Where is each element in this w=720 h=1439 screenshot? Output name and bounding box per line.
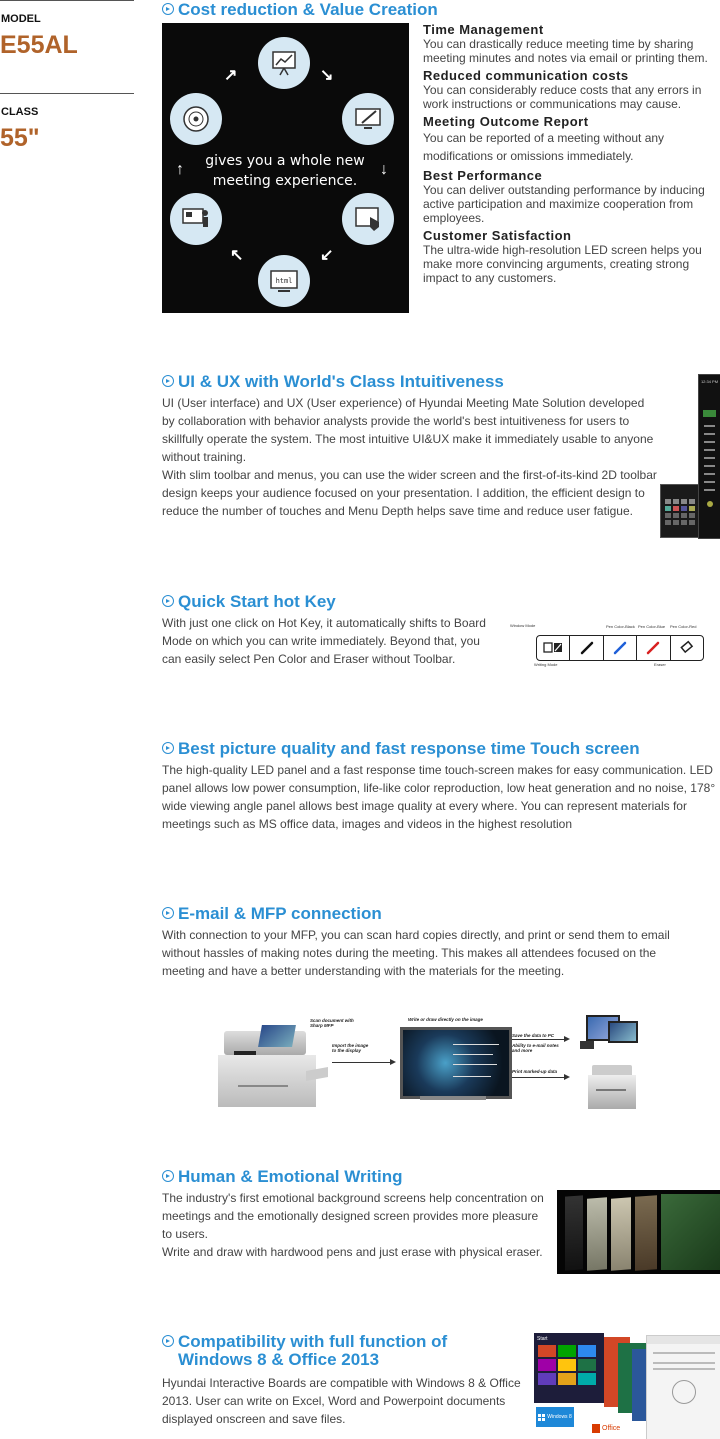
touch-screen-icon: [342, 193, 394, 245]
play-circle-icon: [162, 595, 174, 607]
save-label: Save the data to PC: [512, 1033, 555, 1038]
picture-text: The high-quality LED panel and a fast response time touch-screen makes for easy communication. LED panel allows low power consumption, life-like color reproduction, low heat generation and no noise, 178° wide viewing angle panel allows best image quality at every where. You can represent materials for meetings such as MS office data, images and videos in the highest resolution: [162, 763, 716, 831]
pen-red-label: Pen Color-Red: [670, 624, 697, 629]
class-value: 55": [0, 124, 40, 152]
arrow-icon: ↓: [380, 161, 388, 178]
printer-image: [584, 1063, 640, 1109]
hotkey-bar: [536, 635, 704, 661]
section-title-writing: Human & Emotional Writing: [162, 1167, 402, 1186]
feature-item: [423, 228, 720, 285]
office-logo-icon: [592, 1424, 600, 1433]
arrow-icon: ↘: [320, 67, 334, 84]
pen-red-key: [637, 636, 670, 660]
html-monitor-icon: [258, 255, 310, 307]
pen-icon: [612, 640, 628, 656]
divider: [0, 0, 134, 1]
eraser-icon: [679, 640, 695, 656]
pen-blue-key: [604, 636, 637, 660]
pen-black-key: [570, 636, 603, 660]
uiux-paragraph: UI (User interface) and UX (User experience) of Hyundai Meeting Mate Solution developed by collaboration with behavior analysts provide the world's best intuitiveness for users to skillfully operate the system. The most intuitive UI&UX make it immediately usable to anyone without training.: [162, 396, 654, 464]
uiux-text: [162, 394, 657, 520]
email-label: Ability to e-mail notes and more: [512, 1043, 559, 1053]
window-writing-icon: [543, 641, 563, 655]
document-window: [646, 1335, 720, 1439]
background-screens-image: [557, 1190, 720, 1274]
arrow-line: [512, 1077, 566, 1078]
meeting-experience-graphic: [162, 23, 409, 313]
windows8-logo: [536, 1407, 574, 1427]
section-title-cost: Cost reduction & Value Creation: [162, 0, 438, 19]
write-label: Write or draw directly on the image: [408, 1017, 483, 1022]
arrow-icon: ↗: [224, 67, 238, 84]
feature-title: Meeting Outcome Report: [423, 114, 589, 129]
feature-text: You can drastically reduce meeting time by sharing meeting minutes and notes via email or printing them.: [423, 37, 708, 65]
toolbar-strip-image: [698, 374, 720, 539]
feature-text: You can be reported of a meeting without any modifications or omissions immediately.: [423, 131, 665, 163]
arrow-icon: ↙: [320, 247, 334, 264]
writing-text: [162, 1189, 546, 1261]
compat-text: Hyundai Interactive Boards are compatible with Windows 8 & Office 2013. User can write on Excel, Word and Powerpoint documents displayed onscreen and save files.: [162, 1376, 521, 1426]
feature-title: Time Management: [423, 22, 544, 37]
print-label: Print marked-up data: [512, 1069, 558, 1074]
office-label: Office: [602, 1424, 621, 1432]
play-circle-icon: [162, 3, 174, 15]
window-mode-label: Window Mode: [510, 623, 536, 628]
windows-start-screen: [534, 1333, 604, 1403]
disc-icon: [170, 93, 222, 145]
toolbar-menu-image: [660, 484, 700, 538]
mfp-workflow-diagram: [208, 1013, 640, 1109]
eraser-key: [671, 636, 703, 660]
svg-text:html: html: [275, 277, 293, 285]
uiux-paragraph: With slim toolbar and menus, you can use the wider screen and the first-of-its-kind 2D toolbar design keeps your audience focused on your presentation. I addition, the efficient design to reduce the number of touches and Menu Depth helps save time and reduce user fatigue.: [162, 468, 657, 518]
arrow-line: [512, 1039, 566, 1040]
feature-title: Best Performance: [423, 168, 543, 183]
play-circle-icon: [162, 375, 174, 387]
pen-icon: [645, 640, 661, 656]
office-logo: [592, 1421, 622, 1435]
play-circle-icon: [162, 1335, 174, 1347]
graphic-caption: gives you a whole new meeting experience.: [205, 153, 365, 189]
windows-logo-icon: [538, 1414, 545, 1421]
play-circle-icon: [162, 907, 174, 919]
feature-text: You can deliver outstanding performance by inducing active participation and maximize cooperation from employees.: [423, 183, 705, 225]
feature-text: The ultra-wide high-resolution LED screen helps you make more convincing arguments, creating strong impact to any customers.: [423, 243, 702, 285]
import-label: Import the image to the display: [332, 1043, 369, 1053]
section-title-uiux: UI & UX with World's Class Intuitiveness: [162, 372, 504, 391]
pen-icon: [579, 640, 595, 656]
start-label: Start: [537, 1336, 548, 1342]
section-title-hotkey: Quick Start hot Key: [162, 592, 336, 611]
arrow-line: [332, 1062, 394, 1063]
arrow-icon: ↖: [230, 247, 244, 264]
eraser-label: Eraser: [654, 662, 666, 667]
email-text: With connection to your MFP, you can scan hard copies directly, and print or send them to email without hassles of making notes during the meeting. This makes all attendees focused on the meeting and have a better understanding with the materials for the meeting.: [162, 928, 670, 978]
scan-label: Scan document with Sharp MFP: [310, 1018, 354, 1028]
writing-mode-key: [537, 636, 570, 660]
pen-blue-label: Pen Color-Blue: [638, 624, 666, 629]
hotkey-diagram: [510, 623, 705, 669]
interactive-display-image: [400, 1027, 512, 1099]
writing-paragraph: Write and draw with hardwood pens and just erase with physical eraser.: [162, 1245, 543, 1259]
divider: [0, 93, 134, 94]
windows-office-image: [534, 1333, 720, 1439]
arrow-icon: [564, 1074, 570, 1080]
section-title-compat-line2: Windows 8 & Office 2013: [178, 1350, 380, 1369]
pen-black-label: Pen Color-Black: [606, 624, 635, 629]
pc-monitors-image: [580, 1015, 636, 1049]
hotkey-text: With just one click on Hot Key, it automatically shifts to Board Mode on which you can write immediately. Beyond that, you can easily select Pen Color and Eraser without Toolbar.: [162, 616, 486, 666]
display-stand: [420, 1096, 486, 1100]
presenter-board-icon: [170, 193, 222, 245]
arrow-icon: [564, 1036, 570, 1042]
writing-paragraph: The industry's first emotional background screens help concentration on meetings and the emotionally designed screen provides more pleasure to users.: [162, 1191, 544, 1241]
feature-item: [423, 168, 720, 225]
feature-item: [423, 68, 720, 111]
monitor-pen-icon: [342, 93, 394, 145]
presentation-chart-icon: [258, 37, 310, 89]
feature-text: You can considerably reduce costs that any errors in work instructions or communications may cause.: [423, 83, 702, 111]
section-title-picture: Best picture quality and fast response time Touch screen: [162, 739, 640, 758]
play-circle-icon: [162, 1170, 174, 1182]
mfp-printer-image: [208, 1021, 328, 1107]
class-label: CLASS: [1, 106, 39, 118]
toolbar-clock: 12:34 PM: [700, 379, 719, 384]
writing-mode-label: Writing Mode: [534, 662, 558, 667]
section-title-compat: Compatibility with full function of: [162, 1332, 447, 1351]
model-value: E55AL: [0, 31, 78, 59]
arrow-icon: [390, 1059, 396, 1065]
feature-list: [423, 22, 720, 285]
model-label: MODEL: [1, 13, 41, 25]
play-circle-icon: [162, 742, 174, 754]
arrow-icon: ↑: [176, 161, 184, 178]
feature-item: [423, 22, 720, 65]
windows-label: Windows 8: [547, 1414, 572, 1420]
section-title-email: E-mail & MFP connection: [162, 904, 382, 923]
feature-item: [423, 114, 720, 165]
feature-title: Customer Satisfaction: [423, 228, 572, 243]
feature-title: Reduced communication costs: [423, 68, 629, 83]
